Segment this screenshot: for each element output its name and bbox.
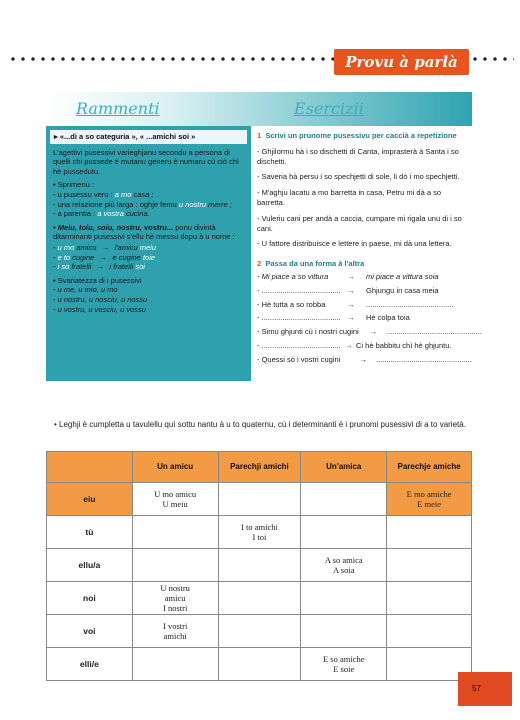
sprimenu-line-2: - una relazione più larga : oghje femu u nostru merre ; xyxy=(53,199,232,209)
exercises-box xyxy=(251,126,482,381)
table-cell xyxy=(218,549,301,582)
table-cell: U mo amicu U meiu xyxy=(132,483,218,516)
exercise-2-row: - ...................................... → Ci hè babbitu chì hè ghjuntu. xyxy=(257,340,452,350)
exercise-1-item: - M'aghju lacatu a mo barretta in casa, Petru mi dà a so barretta. xyxy=(257,188,442,207)
exercise-1-item: - Ghjilormu hà i so dischetti di Canta, imprasterà à Santa i so dischetti. xyxy=(257,146,459,166)
reminder-intro: L'agettivi pusessivi varieghjanu secondu a persona di quelli chi pussede è mutanu generu è numaru cù ciò chì hè pussedutu. xyxy=(53,147,239,176)
header-band xyxy=(46,92,472,126)
svariatezza-line-3: - u vostru, u vosciu, u vossu xyxy=(53,304,146,314)
table-instruction: • Leghji è cumpletta u tavulellu quì sottu nantu à u to quaternu, cù i determinanti è i prunomi pusessivi di a to varietà. xyxy=(54,420,466,429)
exercise-1-item: - Vuleriu cani per andà a caccia, cumpare mi rigala unu di i so cani. xyxy=(257,213,462,233)
table-cell: A so amica A soia xyxy=(301,549,387,582)
table-cell: E mo amiche E meie xyxy=(387,483,472,516)
exercise-2-row: - Quessi sò i vostri cugini → .............................................. xyxy=(257,354,472,364)
table-cell: E so amiche E soie xyxy=(301,648,387,681)
exercise-1-title: 1 Scrivi un prunome pusessivu per caccià a repetizione xyxy=(257,131,457,140)
table-cell: I vostri amichi xyxy=(132,615,218,648)
exercise-2-row: - Mi piace a so vittura → mi piace a vittura soia xyxy=(257,271,439,281)
reminder-title: ▸ «...di a so categuria », « ...amichi soi » xyxy=(50,130,247,144)
esercizii-tag: Esercizii xyxy=(294,99,364,118)
table-cell xyxy=(218,648,301,681)
svariatezza-line-1: - u me, u mio, u mo xyxy=(53,285,118,295)
exercise-2-row: - ...................................... → Hè colpa toia xyxy=(257,313,410,323)
table-cell xyxy=(387,615,472,648)
row-pronoun: voi xyxy=(47,615,133,648)
table-cell xyxy=(132,516,218,549)
table-cell xyxy=(387,582,472,615)
table-header-cell xyxy=(47,452,133,483)
svariatezza-line-2: - u nostru, u nosciu, u nossu xyxy=(53,294,148,304)
row-pronoun: noi xyxy=(47,582,133,615)
sprimenu-line-3: - a parentia : a vostra cucina. xyxy=(53,209,150,219)
table-cell: U nostru amicu I nostri xyxy=(132,582,218,615)
table-header-cell: Parechje amiche xyxy=(387,452,472,483)
page-number: 57 xyxy=(472,684,481,693)
example-line-3: - i so fratelli → i fratelli soi xyxy=(53,262,145,272)
exercise-2-row: - Simu ghjunti cù i nostri cugini → .............................................. xyxy=(257,327,482,337)
row-pronoun: elli/e xyxy=(47,648,133,681)
grammar-reminder-box xyxy=(46,126,251,381)
table-cell xyxy=(301,516,387,549)
exercise-2-title: 2 Passa da una forma à l'altra xyxy=(257,259,365,269)
table-row xyxy=(47,483,472,516)
section-banner: Provu à parlà xyxy=(334,49,469,75)
table-header-cell: Un amicu xyxy=(132,452,218,483)
exercise-2-row: - ...................................... → Ghjungu in casa meia xyxy=(257,285,439,295)
table-row xyxy=(47,582,472,615)
row-pronoun: ellu/a xyxy=(47,549,133,582)
sprimenu-line-1: - u pusessu veru : a mo casa ; xyxy=(53,189,154,199)
sprimenu-heading: • Sprimenu : xyxy=(53,180,94,190)
table-cell xyxy=(132,648,218,681)
table-row xyxy=(47,648,472,681)
table-header-cell: Parechji amichi xyxy=(218,452,301,483)
table-row xyxy=(47,615,472,648)
example-line-2: - e to cugine → e cugine toie xyxy=(53,252,156,262)
row-pronoun: eiu xyxy=(47,483,133,516)
table-cell xyxy=(132,549,218,582)
table-cell xyxy=(218,582,301,615)
rammenti-tag: Rammenti xyxy=(76,99,160,118)
example-line-1: - u mo amicu → l'amicu meiu xyxy=(53,242,157,252)
meiu-rule: • Meiu, toiu, soiu, nostru, vostru... ponu divintà ditarminanti pusessivi s'ellu hè messu dopu à u nome : xyxy=(53,222,235,242)
table-cell xyxy=(387,516,472,549)
table-cell xyxy=(387,549,472,582)
dotted-rule-left xyxy=(8,56,338,62)
exercise-1-item: - U fattore distribuisce e lettere in paese, mi dà una lettera. xyxy=(257,239,452,249)
svariatezza-heading: • Svariatezza di i pusessivi xyxy=(53,275,142,285)
page-number-box xyxy=(458,672,512,706)
table-cell: I to amichi I toi xyxy=(218,516,301,549)
dotted-rule-right xyxy=(470,56,514,62)
table-cell xyxy=(301,615,387,648)
possessives-table xyxy=(46,451,472,681)
exercise-2-row: - Hè tutta a so robba → .......................................... xyxy=(257,299,454,309)
table-cell xyxy=(301,582,387,615)
table-header-row xyxy=(47,452,472,483)
table-cell xyxy=(218,483,301,516)
table-row xyxy=(47,549,472,582)
row-pronoun: tù xyxy=(47,516,133,549)
table-row xyxy=(47,516,472,549)
table-header-cell: Un'amica xyxy=(301,452,387,483)
exercise-1-item: - Saveria hà persu i so spechjetti di sole, li dò i mo spechjetti. xyxy=(257,172,460,182)
table-cell xyxy=(301,483,387,516)
table-cell xyxy=(218,615,301,648)
